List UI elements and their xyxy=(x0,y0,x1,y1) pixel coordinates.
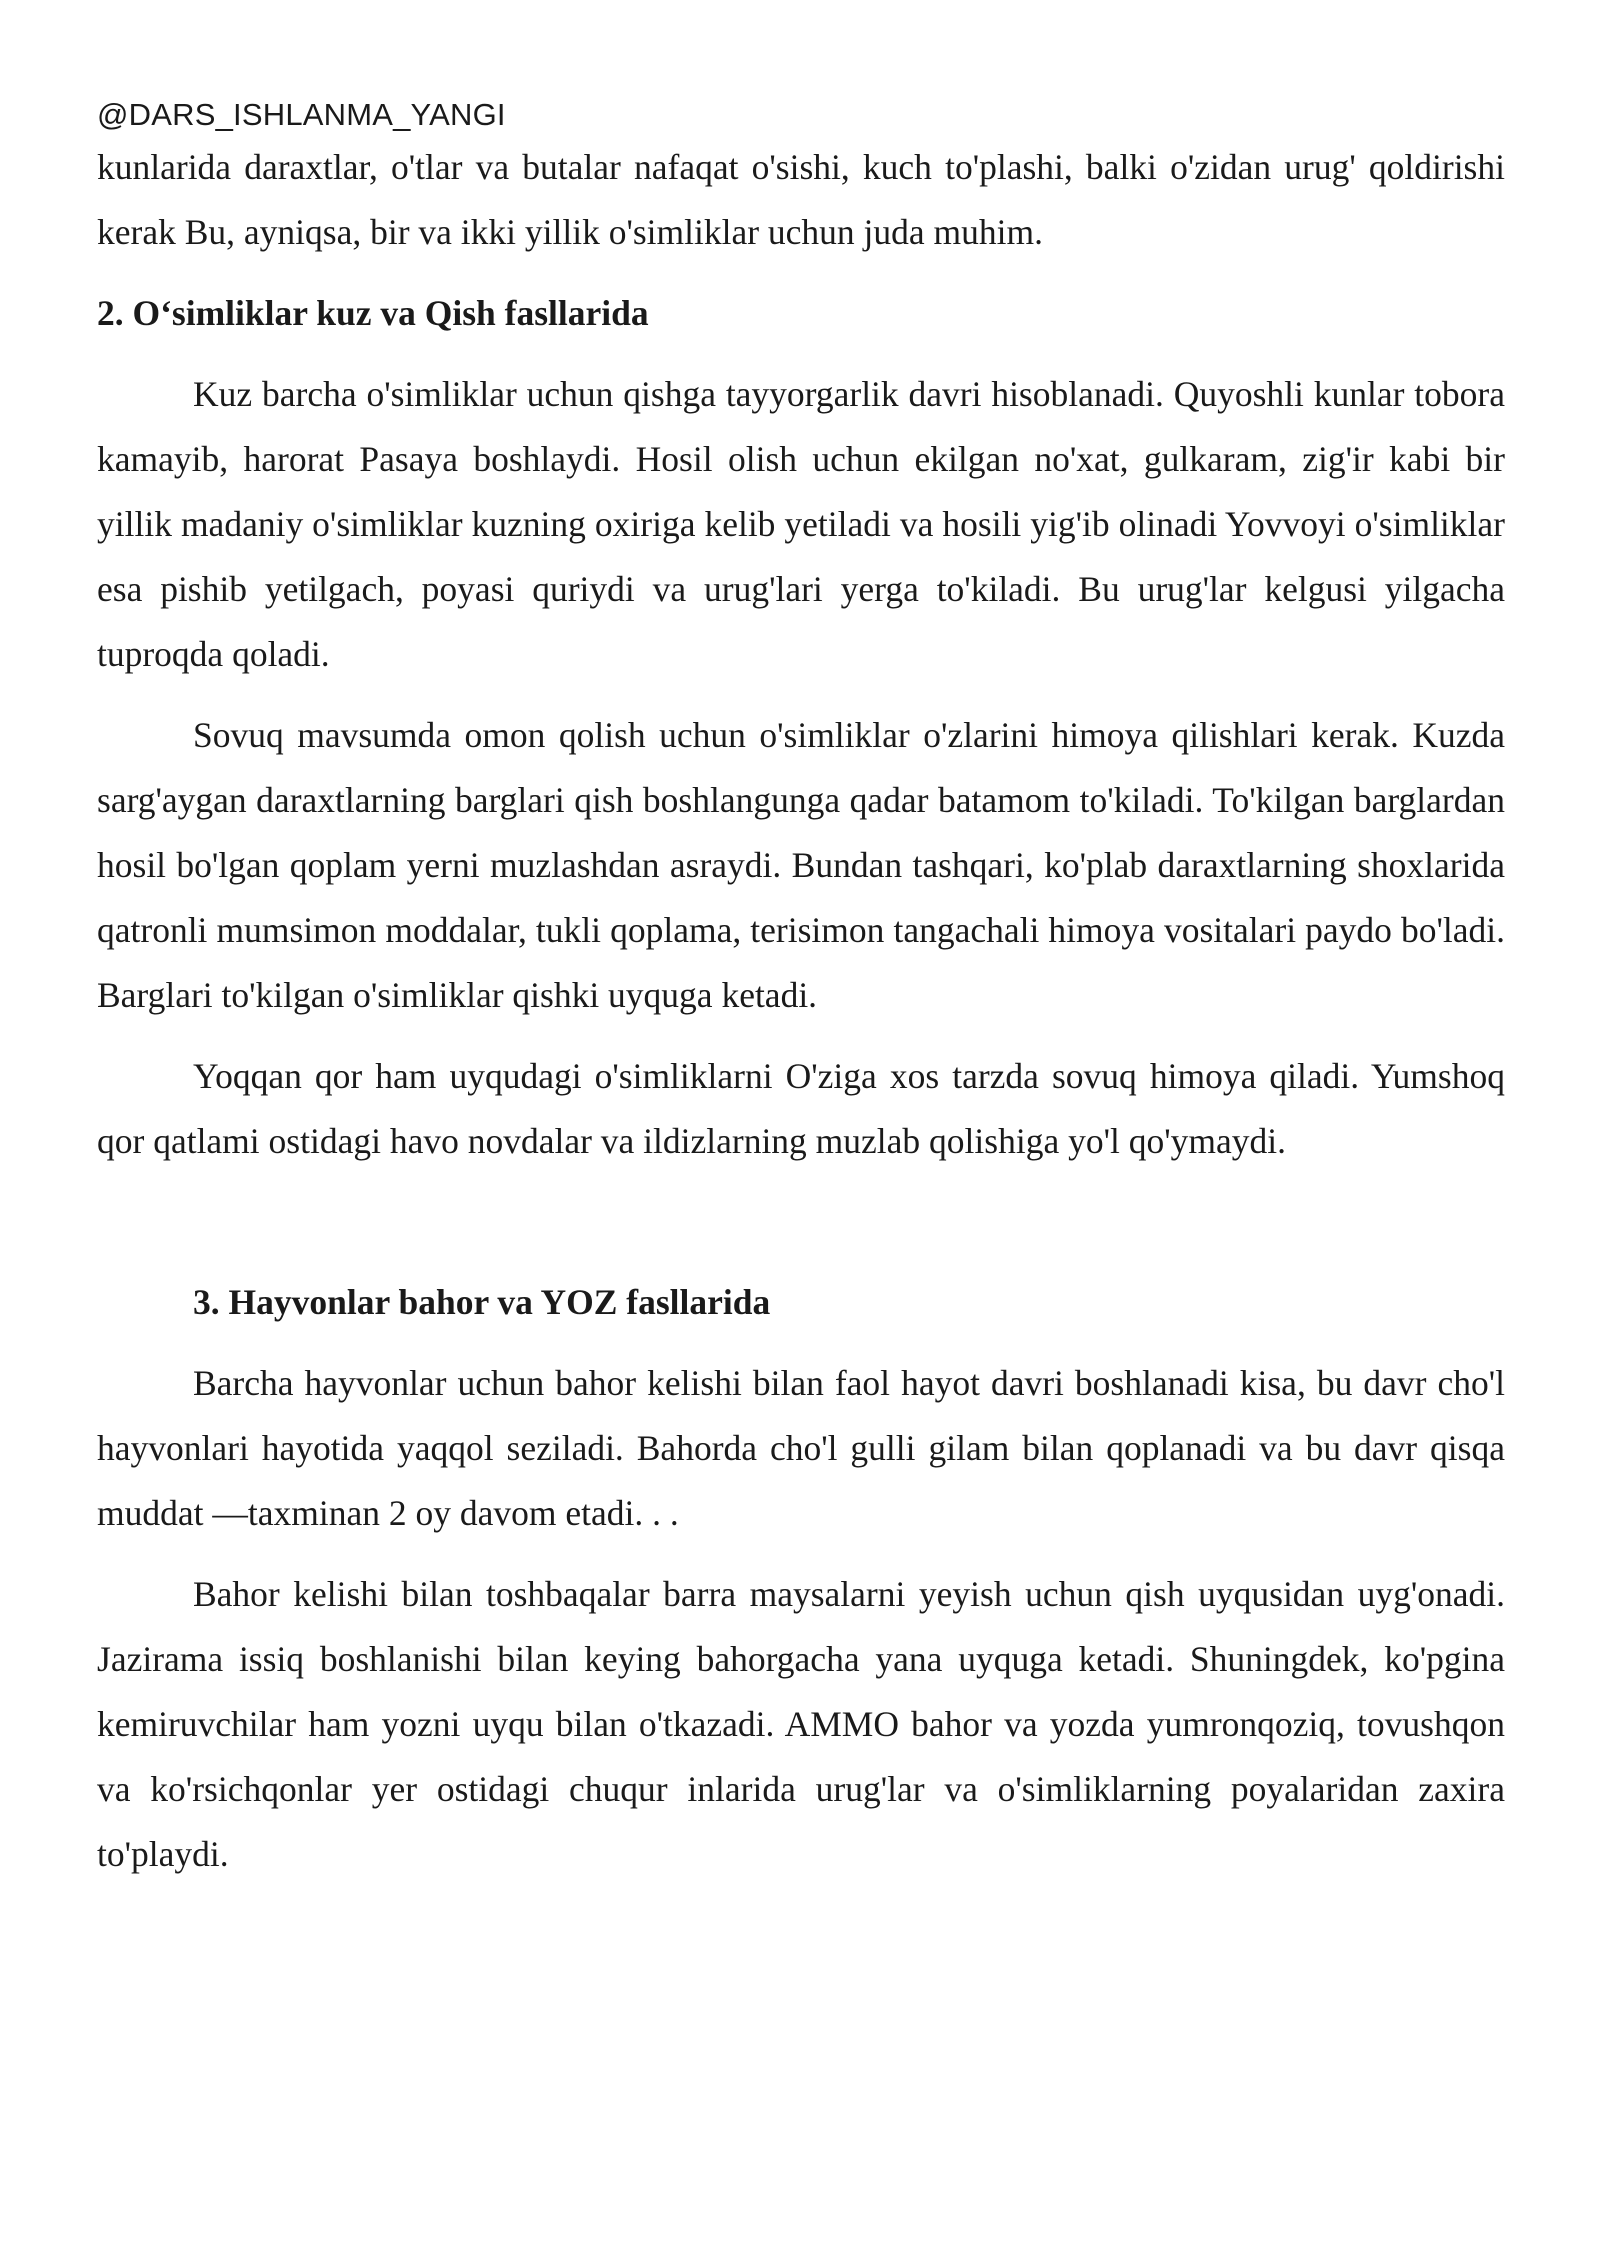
section-3-paragraph-1: Barcha hayvonlar uchun bahor kelishi bilan faol hayot davri boshlanadi kisa, bu davr cho'l hayvonlari hayotida yaqqol seziladi. Bahorda cho'l gulli gilam bilan qoplanadi va bu davr qisqa muddat —taxminan 2 oy davom etadi. . . xyxy=(97,1363,1505,1533)
section-3-paragraph-2: Bahor kelishi bilan toshbaqalar barra maysalarni yeyish uchun qish uyqusidan uyg'onadi. Jazirama issiq boshlanishi bilan keying bahorgacha yana uyquga ketadi. Shuningdek, ko'pgina kemiruvchilar ham yozni uyqu bilan o'tkazadi. AMMO bahor va yozda yumronqoziq, tovushqon va ko'rsichqonlar yer ostidagi chuqur inlarida urug'lar va o'simliklarning poyalaridan zaxira to'playdi. xyxy=(97,1574,1505,1874)
channel-tag: @DARS_ISHLANMA_YANGI xyxy=(97,97,506,132)
intro-paragraph: kunlarida daraxtlar, o'tlar va butalar nafaqat o'sishi, kuch to'plashi, balki o'zidan urug' qoldirishi kerak Bu, ayniqsa, bir va ikki yillik o'simliklar uchun juda muhim. xyxy=(97,147,1505,252)
section-2-heading: 2. O‘simliklar kuz va Qish fasllarida xyxy=(97,293,649,333)
section-2-paragraph-1: Kuz barcha o'simliklar uchun qishga tayyorgarlik davri hisoblanadi. Quyoshli kunlar tobora kamayib, harorat Pasaya boshlaydi. Hosil olish uchun ekilgan no'xat, gulkaram, zig'ir kabi bir yillik madaniy o'simliklar kuzning oxiriga kelib yetiladi va hosili yig'ib olinadi Yovvoyi o'simliklar esa pishib yetilgach, poyasi quriydi va urug'lari yerga to'kiladi. Bu urug'lar kelgusi yilgacha tuproqda qoladi. xyxy=(97,374,1505,674)
section-3-heading: 3. Hayvonlar bahor va YOZ fasllarida xyxy=(193,1282,771,1322)
section-2-paragraph-3: Yoqqan qor ham uyqudagi o'simliklarni O'ziga xos tarzda sovuq himoya qiladi. Yumshoq qor qatlami ostidagi havo novdalar va ildizlarning muzlab qolishiga yo'l qo'ymaydi. xyxy=(97,1056,1505,1161)
document-page xyxy=(97,95,1505,1887)
section-2-paragraph-2: Sovuq mavsumda omon qolish uchun o'simliklar o'zlarini himoya qilishlari kerak. Kuzda sarg'aygan daraxtlarning barglari qish boshlangunga qadar batamom to'kiladi. To'kilgan barglardan hosil bo'lgan qoplam yerni muzlashdan asraydi. Bundan tashqari, ko'plab daraxtlarning shoxlarida qatronli mumsimon moddalar, tukli qoplama, terisimon tangachali himoya vositalari paydo bo'ladi. Barglari to'kilgan o'simliklar qishki uyquga ketadi. xyxy=(97,715,1505,1015)
